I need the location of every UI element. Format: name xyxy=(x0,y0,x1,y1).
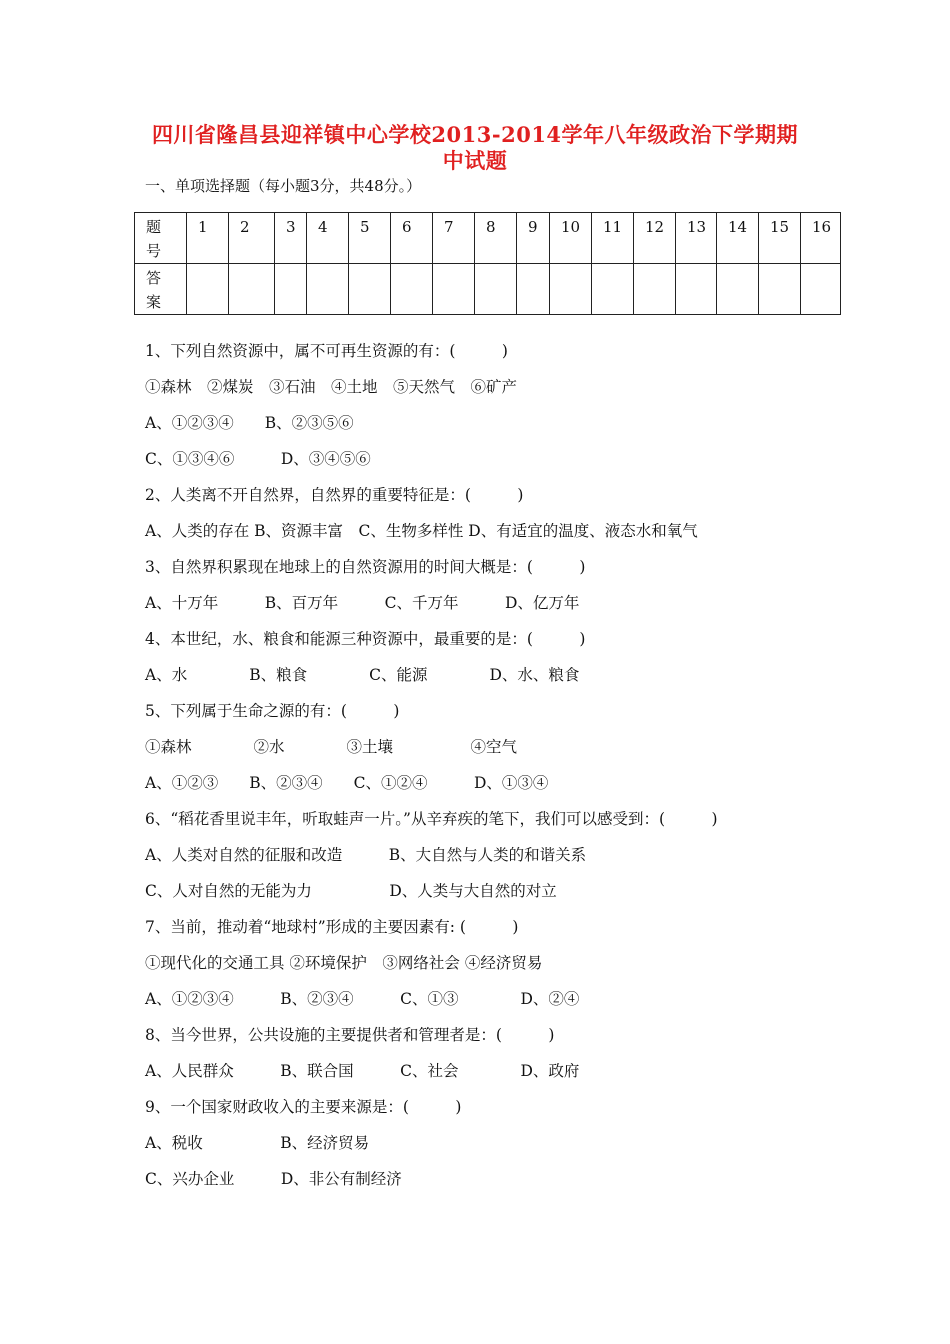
question-number-cell: 6 xyxy=(391,213,433,264)
answer-cell xyxy=(307,264,349,315)
question-3-options: A、十万年 B、百万年 C、千万年 D、亿万年 xyxy=(145,594,580,612)
question-4-stem: 4、本世纪，水、粮食和能源三种资源中，最重要的是：( ) xyxy=(145,630,586,648)
question-9-options-cd: C、兴办企业 D、非公有制经济 xyxy=(145,1170,402,1188)
row-header-number: 题 号 xyxy=(135,213,187,264)
question-number-cell: 3 xyxy=(275,213,307,264)
title-line-1: 四川省隆昌县迎祥镇中心学校2013-2014学年八年级政治下学期期 xyxy=(151,122,799,147)
question-5-stem: 5、下列属于生命之源的有：( ) xyxy=(145,702,400,720)
question-number-cell: 15 xyxy=(759,213,801,264)
page-title xyxy=(100,122,850,174)
title-line-2: 中试题 xyxy=(442,148,508,173)
question-1-stem: 1、下列自然资源中，属不可再生资源的有：( ) xyxy=(145,342,508,360)
question-6-stem: 6、“稻花香里说丰年，听取蛙声一片。”从辛弃疾的笔下，我们可以感受到：( ) xyxy=(145,810,718,828)
question-number-cell: 13 xyxy=(676,213,717,264)
answer-row xyxy=(135,264,841,315)
answer-cell xyxy=(634,264,676,315)
question-2-stem: 2、人类离不开自然界，自然界的重要特征是：( ) xyxy=(145,486,524,504)
question-list xyxy=(145,339,845,1203)
answer-cell xyxy=(391,264,433,315)
answer-cell xyxy=(676,264,717,315)
answer-cell xyxy=(187,264,229,315)
question-9-stem: 9、一个国家财政收入的主要来源是：( ) xyxy=(145,1098,462,1116)
question-number-cell: 16 xyxy=(801,213,841,264)
answer-cell xyxy=(517,264,550,315)
question-number-cell: 10 xyxy=(550,213,592,264)
question-number-row xyxy=(135,213,841,264)
answer-cell xyxy=(592,264,634,315)
question-number-cell: 4 xyxy=(307,213,349,264)
question-3-stem: 3、自然界积累现在地球上的自然资源用的时间大概是：( ) xyxy=(145,558,586,576)
answer-cell xyxy=(275,264,307,315)
answer-cell xyxy=(759,264,801,315)
question-5-options: A、①②③ B、②③④ C、①②④ D、①③④ xyxy=(145,774,549,792)
row-header-answer: 答 案 xyxy=(135,264,187,315)
question-6-options-cd: C、人对自然的无能为力 D、人类与大自然的对立 xyxy=(145,882,557,900)
answer-cell xyxy=(433,264,475,315)
question-6-options-ab: A、人类对自然的征服和改造 B、大自然与人类的和谐关系 xyxy=(145,846,587,864)
question-number-cell: 11 xyxy=(592,213,634,264)
question-1-options-cd: C、①③④⑥ D、③④⑤⑥ xyxy=(145,450,371,468)
section-heading: 一、单项选择题（每小题3分，共48分。） xyxy=(145,177,422,195)
question-7-options: A、①②③④ B、②③④ C、①③ D、②④ xyxy=(145,990,580,1008)
question-number-cell: 8 xyxy=(475,213,517,264)
question-number-cell: 14 xyxy=(717,213,759,264)
question-1-items: ①森林 ②煤炭 ③石油 ④土地 ⑤天然气 ⑥矿产 xyxy=(145,378,518,396)
question-9-options-ab: A、税收 B、经济贸易 xyxy=(145,1134,370,1152)
answer-cell xyxy=(349,264,391,315)
question-7-stem: 7、当前，推动着“地球村”形成的主要因素有: ( ) xyxy=(145,918,519,936)
answer-cell xyxy=(229,264,275,315)
question-4-options: A、水 B、粮食 C、能源 D、水、粮食 xyxy=(145,666,580,684)
question-5-items: ①森林 ②水 ③土壤 ④空气 xyxy=(145,738,518,756)
question-number-cell: 5 xyxy=(349,213,391,264)
question-7-items: ①现代化的交通工具 ②环境保护 ③网络社会 ④经济贸易 xyxy=(145,954,543,972)
question-8-stem: 8、当今世界，公共设施的主要提供者和管理者是：( ) xyxy=(145,1026,555,1044)
answer-cell xyxy=(801,264,841,315)
question-8-options: A、人民群众 B、联合国 C、社会 D、政府 xyxy=(145,1062,580,1080)
answer-cell xyxy=(475,264,517,315)
question-1-options-ab: A、①②③④ B、②③⑤⑥ xyxy=(145,414,354,432)
question-number-cell: 1 xyxy=(187,213,229,264)
question-2-options: A、人类的存在 B、资源丰富 C、生物多样性 D、有适宜的温度、液态水和氧气 xyxy=(145,522,698,540)
question-number-cell: 2 xyxy=(229,213,275,264)
question-number-cell: 7 xyxy=(433,213,475,264)
answer-table xyxy=(134,212,841,315)
answer-cell xyxy=(717,264,759,315)
answer-cell xyxy=(550,264,592,315)
question-number-cell: 9 xyxy=(517,213,550,264)
question-number-cell: 12 xyxy=(634,213,676,264)
